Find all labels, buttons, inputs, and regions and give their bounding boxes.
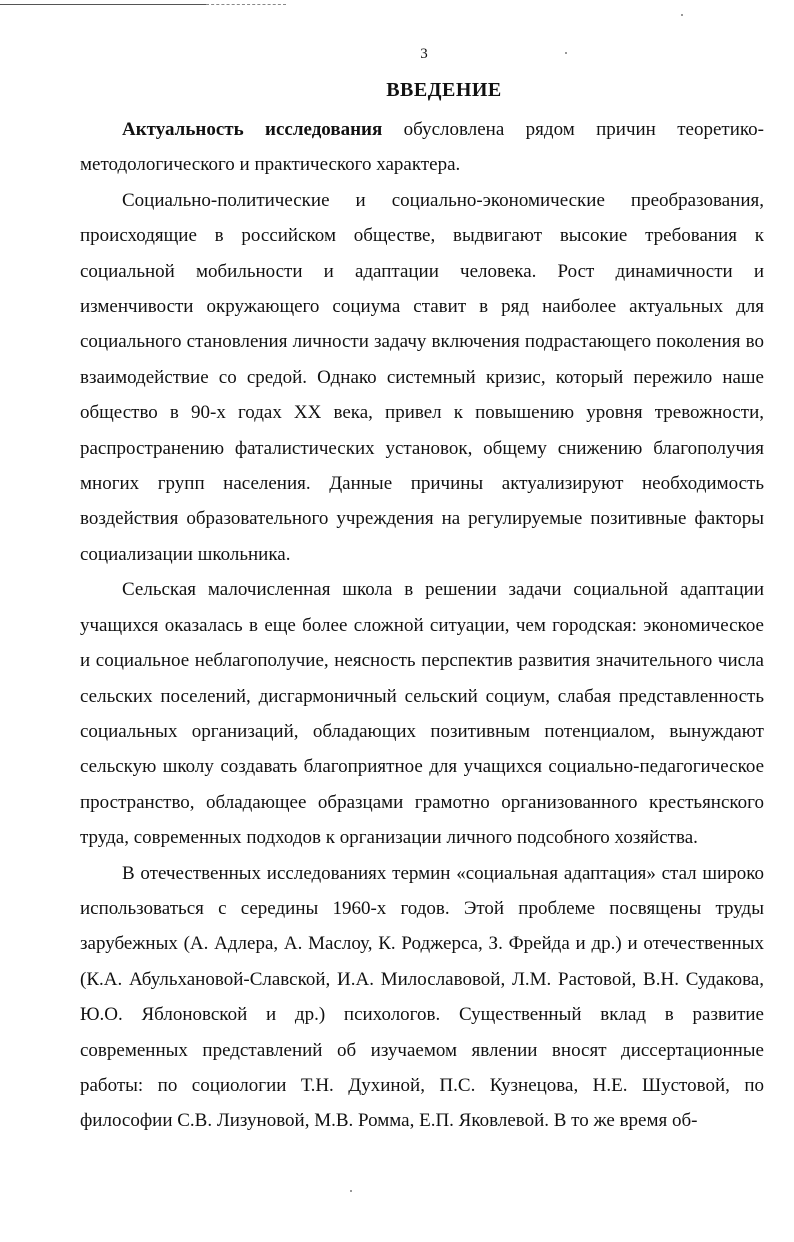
paragraph-text: В отечественных исследованиях термин «социальная адаптация» стал широко использоваться с середины 1960-х годов. Этой проблеме посвящены труды зарубежных (А. Адлера, А. Маслоу, К. Роджерса, З. Фрейда и др.) и отечественных (К.А. Абульхановой-Славской, И.А. Милославовой, Л.М. Растовой, В.Н. Судакова, Ю.О. Яблоновской и др.) психологов. Существенный вклад в развитие современных представлений об изучаемом явлении вносят диссертационные работы: по социологии Т.Н. Духиной, П.С. Кузнецова, Н.Е. Шустовой, по философии С.В. Лизуновой, М.В. Ромма, Е.П. Яковлевой. В то же время об-: [80, 862, 764, 1132]
paragraph-research-review: [80, 856, 764, 1139]
paragraph-text: обусловлена рядом причин теоретико-методологического и практического характера.: [80, 119, 764, 176]
scan-speck: [565, 52, 567, 54]
top-rule: [0, 4, 206, 5]
top-rule-dashed: [206, 4, 286, 5]
paragraph-rural-school: [80, 572, 764, 855]
body-text: [80, 112, 764, 1139]
paragraph-text: Сельская малочисленная школа в решении задачи социальной адаптации учащихся оказалась в еще более сложной ситуации, чем городская: экономическое и социальное неблагополучие, неясность перспектив развития значительного числа сельских поселений, дисгармоничный сельский социум, слабая представленность социальных организаций, обладающих позитивным потенциалом, вынуждают сельскую школу создавать благоприятное для учащихся социально-педагогическое пространство, обладающее образцами грамотно организованного крестьянского труда, современных подходов к организации личного подсобного хозяйства.: [80, 579, 764, 849]
scan-speck: [350, 1190, 352, 1192]
paragraph-lead-bold: Актуальность исследования: [122, 119, 383, 140]
page-title: ВВЕДЕНИЕ: [386, 79, 502, 101]
scan-speck: [681, 14, 683, 16]
paragraph-text: Социально-политические и социально-экономические преобразования, происходящие в российском обществе, выдвигают высокие требования к социальной мобильности и адаптации человека. Рост динамичности и изменчивости окружающего социума ставит в ряд наиболее актуальных для социального становления личности задачу включения подрастающего поколения во взаимодействие со средой. Однако системный кризис, который пережило наше общество в 90-х годах XX века, привел к повышению уровня тревожности, распространению фаталистических установок, общему снижению благополучия многих групп населения. Данные причины актуализируют необходимость воздействия образовательного учреждения на регулируемые позитивные факторы социализации школьника.: [80, 189, 764, 565]
page-number: 3: [420, 46, 428, 62]
paragraph-transformations: [80, 183, 764, 572]
paragraph-relevance: [80, 112, 764, 183]
